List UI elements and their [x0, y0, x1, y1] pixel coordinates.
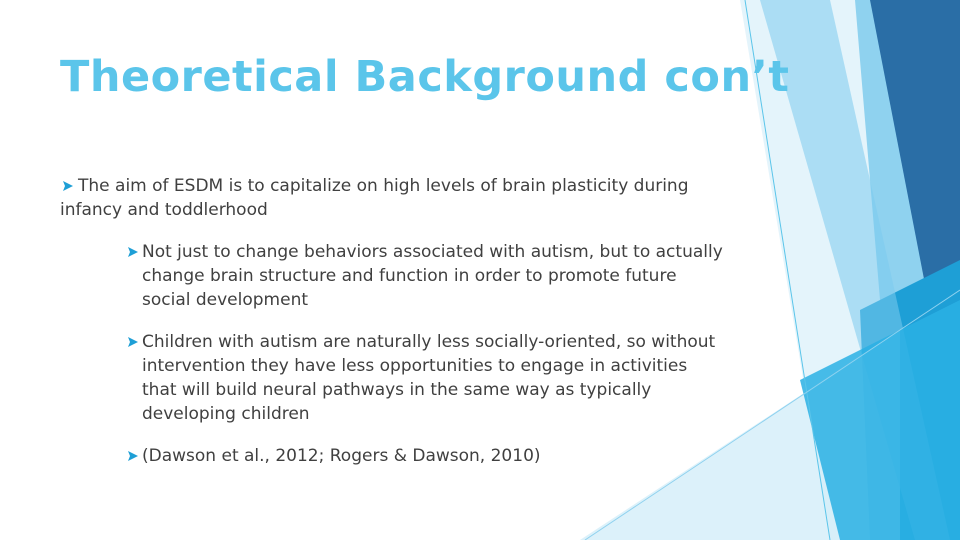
diamond-bullet-icon	[125, 245, 139, 259]
diamond-bullet-icon	[125, 335, 139, 349]
bullet-text: Children with autism are naturally less socially-oriented, so without intervention they have less opportunities to engage in activities that will build neural pathways in the same way as typically developing children	[142, 332, 716, 424]
diamond-bullet-icon	[125, 449, 139, 463]
diamond-bullet-icon	[60, 179, 74, 193]
slide-title: Theoretical Background con’t	[60, 52, 790, 102]
bullet-item-level-2	[125, 330, 725, 426]
bullet-item-level-2	[125, 240, 725, 312]
bullet-text: Not just to change behaviors associated with autism, but to actually change brain structure and function in order to promote future social development	[142, 242, 723, 310]
bullet-item-level-1	[60, 174, 740, 222]
bullet-text: (Dawson et al., 2012; Rogers & Dawson, 2010)	[142, 446, 541, 466]
bullet-item-level-2	[125, 444, 725, 468]
bullet-text: The aim of ESDM is to capitalize on high levels of brain plasticity during infancy and toddlerhood	[60, 176, 689, 220]
